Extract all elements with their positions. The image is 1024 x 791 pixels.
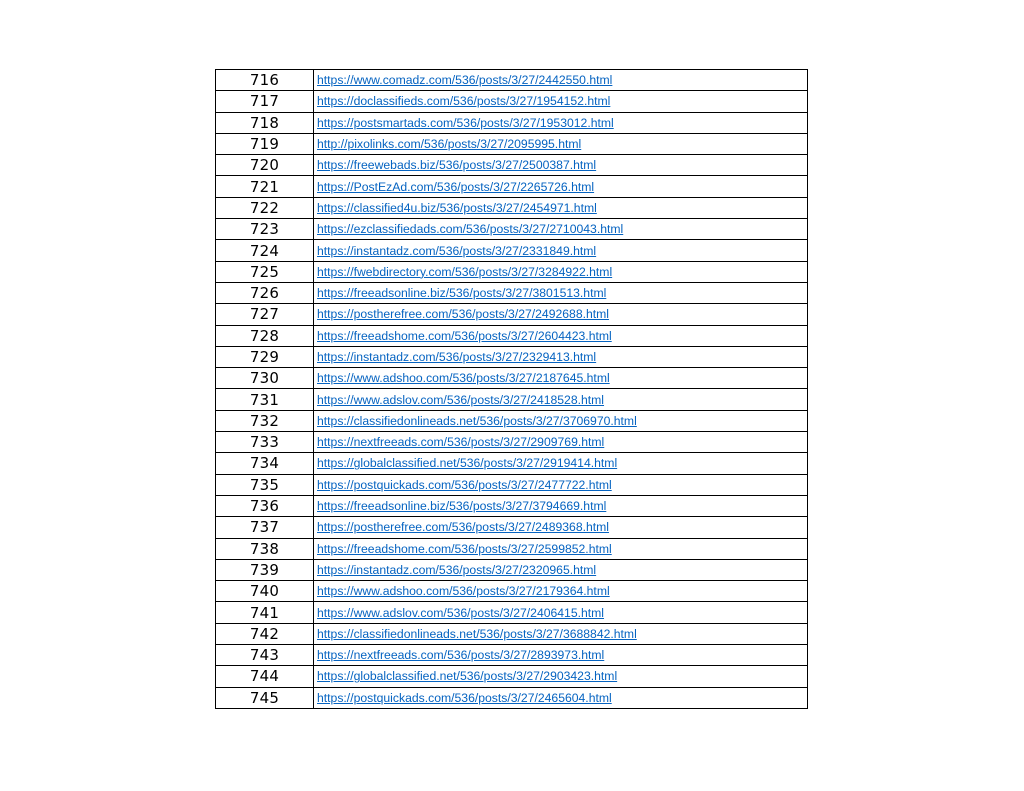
row-number: 743 xyxy=(216,645,314,666)
row-number: 718 xyxy=(216,112,314,133)
url-cell xyxy=(314,219,808,240)
url-link[interactable]: https://freewebads.biz/536/posts/3/27/2500387.html xyxy=(317,158,597,173)
row-number: 736 xyxy=(216,495,314,516)
url-cell xyxy=(314,410,808,431)
table-row xyxy=(216,112,808,133)
url-cell xyxy=(314,346,808,367)
url-cell xyxy=(314,453,808,474)
row-number: 729 xyxy=(216,346,314,367)
table-row xyxy=(216,432,808,453)
table-row xyxy=(216,495,808,516)
url-cell xyxy=(314,645,808,666)
url-cell xyxy=(314,133,808,154)
table-row xyxy=(216,645,808,666)
table-row xyxy=(216,282,808,303)
table-row xyxy=(216,325,808,346)
table-row xyxy=(216,176,808,197)
url-link[interactable]: https://www.adshoo.com/536/posts/3/27/2179364.html xyxy=(317,584,610,599)
table-row xyxy=(216,687,808,708)
table-row xyxy=(216,410,808,431)
url-cell xyxy=(314,474,808,495)
url-link[interactable]: https://nextfreeads.com/536/posts/3/27/2893973.html xyxy=(317,648,605,663)
row-number: 723 xyxy=(216,219,314,240)
table-row xyxy=(216,240,808,261)
url-link[interactable]: https://instantadz.com/536/posts/3/27/2329413.html xyxy=(317,350,597,364)
url-cell xyxy=(314,325,808,346)
url-link[interactable]: https://doclassifieds.com/536/posts/3/27/1954152.html xyxy=(317,94,611,109)
row-number: 740 xyxy=(216,581,314,602)
row-number: 741 xyxy=(216,602,314,623)
row-number: 744 xyxy=(216,666,314,687)
url-link[interactable]: https://PostEzAd.com/536/posts/3/27/2265726.html xyxy=(317,179,595,194)
row-number: 735 xyxy=(216,474,314,495)
row-number: 726 xyxy=(216,282,314,303)
table-row xyxy=(216,197,808,218)
url-cell xyxy=(314,240,808,261)
url-cell xyxy=(314,666,808,687)
row-number: 731 xyxy=(216,389,314,410)
url-cell xyxy=(314,368,808,389)
url-link[interactable]: http://pixolinks.com/536/posts/3/27/2095995.html xyxy=(317,137,582,152)
url-link[interactable]: https://globalclassified.net/536/posts/3/27/2919414.html xyxy=(317,456,618,471)
table-row xyxy=(216,304,808,325)
url-link[interactable]: https://instantadz.com/536/posts/3/27/2320965.html xyxy=(317,562,597,577)
url-cell xyxy=(314,517,808,538)
url-link[interactable]: https://globalclassified.net/536/posts/3/27/2903423.html xyxy=(317,669,618,684)
row-number: 730 xyxy=(216,368,314,389)
url-cell xyxy=(314,432,808,453)
table-row xyxy=(216,474,808,495)
url-table xyxy=(215,69,808,709)
row-number: 719 xyxy=(216,133,314,154)
url-link[interactable]: https://postsmartads.com/536/posts/3/27/1953012.html xyxy=(317,115,614,130)
table-row xyxy=(216,666,808,687)
url-table-body xyxy=(216,70,808,709)
row-number: 727 xyxy=(216,304,314,325)
table-row xyxy=(216,219,808,240)
url-link[interactable]: https://classifiedonlineads.net/536/posts/3/27/3688842.html xyxy=(317,626,637,641)
table-row xyxy=(216,559,808,580)
row-number: 734 xyxy=(216,453,314,474)
url-cell xyxy=(314,581,808,602)
row-number: 742 xyxy=(216,623,314,644)
url-link[interactable]: https://freeadshome.com/536/posts/3/27/2599852.html xyxy=(317,541,612,556)
row-number: 737 xyxy=(216,517,314,538)
table-row xyxy=(216,91,808,112)
table-row xyxy=(216,261,808,282)
url-cell xyxy=(314,282,808,303)
url-link[interactable]: https://nextfreeads.com/536/posts/3/27/2909769.html xyxy=(317,435,605,450)
table-row xyxy=(216,581,808,602)
url-cell xyxy=(314,112,808,133)
row-number: 724 xyxy=(216,240,314,261)
url-link[interactable]: https://www.adslov.com/536/posts/3/27/2418528.html xyxy=(317,392,605,407)
url-link[interactable]: https://www.comadz.com/536/posts/3/27/2442550.html xyxy=(317,73,613,88)
row-number: 716 xyxy=(216,70,314,91)
row-number: 738 xyxy=(216,538,314,559)
row-number: 722 xyxy=(216,197,314,218)
url-cell xyxy=(314,538,808,559)
table-row xyxy=(216,368,808,389)
table-row xyxy=(216,389,808,410)
table-row xyxy=(216,453,808,474)
url-link[interactable]: https://postquickads.com/536/posts/3/27/2477722.html xyxy=(317,477,612,492)
row-number: 745 xyxy=(216,687,314,708)
url-cell xyxy=(314,495,808,516)
url-cell xyxy=(314,91,808,112)
table-row xyxy=(216,346,808,367)
url-link[interactable]: https://instantadz.com/536/posts/3/27/2331849.html xyxy=(317,243,597,258)
row-number: 728 xyxy=(216,325,314,346)
table-row xyxy=(216,623,808,644)
url-cell xyxy=(314,197,808,218)
table-row xyxy=(216,133,808,154)
url-cell xyxy=(314,602,808,623)
url-link[interactable]: https://www.adslov.com/536/posts/3/27/2406415.html xyxy=(317,605,605,620)
url-cell xyxy=(314,389,808,410)
row-number: 725 xyxy=(216,261,314,282)
url-link[interactable]: https://postherefree.com/536/posts/3/27/2492688.html xyxy=(317,307,610,322)
table-row xyxy=(216,70,808,91)
row-number: 732 xyxy=(216,410,314,431)
row-number: 720 xyxy=(216,155,314,176)
url-link[interactable]: https://postquickads.com/536/posts/3/27/2465604.html xyxy=(317,690,612,705)
row-number: 733 xyxy=(216,432,314,453)
table-row xyxy=(216,155,808,176)
url-cell xyxy=(314,261,808,282)
url-cell xyxy=(314,687,808,708)
url-link[interactable]: https://freeadshome.com/536/posts/3/27/2604423.html xyxy=(317,328,612,343)
url-cell xyxy=(314,155,808,176)
url-link[interactable]: https://ezclassifiedads.com/536/posts/3/27/2710043.html xyxy=(317,222,624,237)
url-link[interactable]: https://www.adshoo.com/536/posts/3/27/2187645.html xyxy=(317,371,610,386)
url-cell xyxy=(314,304,808,325)
table-row xyxy=(216,538,808,559)
url-cell xyxy=(314,70,808,91)
row-number: 739 xyxy=(216,559,314,580)
url-link[interactable]: https://fwebdirectory.com/536/posts/3/27/3284922.html xyxy=(317,264,613,279)
url-cell xyxy=(314,623,808,644)
url-link[interactable]: https://postherefree.com/536/posts/3/27/2489368.html xyxy=(317,520,610,535)
url-cell xyxy=(314,559,808,580)
url-link[interactable]: https://classifiedonlineads.net/536/posts/3/27/3706970.html xyxy=(317,413,637,428)
url-link[interactable]: https://freeadsonline.biz/536/posts/3/27/3794669.html xyxy=(317,499,607,514)
row-number: 721 xyxy=(216,176,314,197)
table-row xyxy=(216,602,808,623)
url-cell xyxy=(314,176,808,197)
url-link[interactable]: https://freeadsonline.biz/536/posts/3/27/3801513.html xyxy=(317,286,607,301)
table-row xyxy=(216,517,808,538)
url-link[interactable]: https://classified4u.biz/536/posts/3/27/2454971.html xyxy=(317,200,597,215)
row-number: 717 xyxy=(216,91,314,112)
